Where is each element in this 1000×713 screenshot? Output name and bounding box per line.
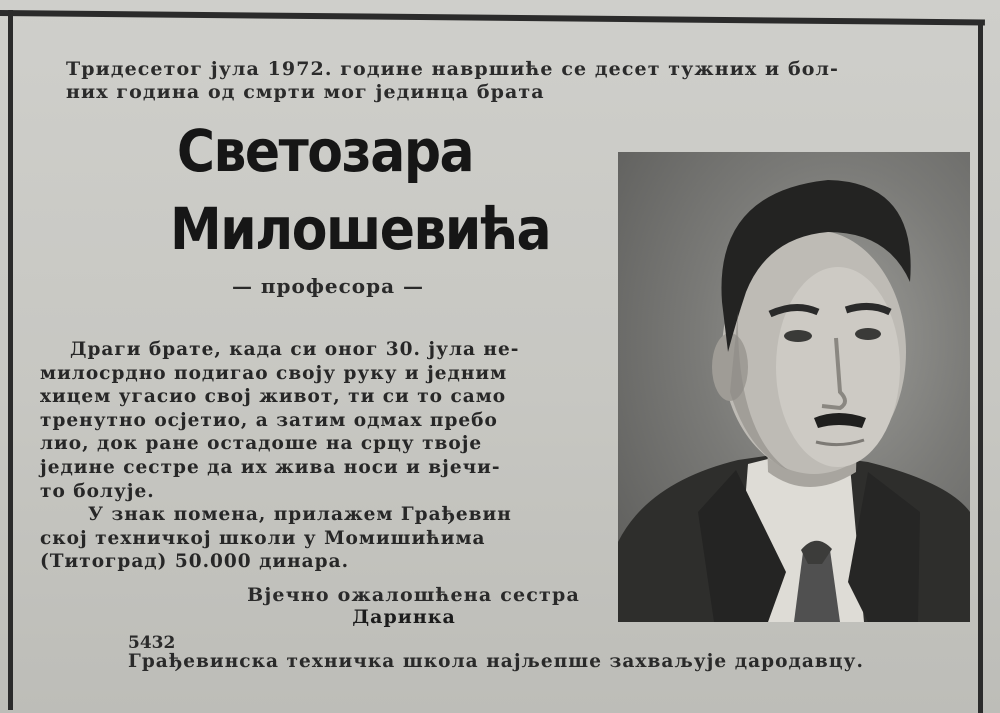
intro-line: них година од смрти мог јединца брата — [66, 81, 545, 103]
frame-right-rule — [978, 24, 983, 713]
deceased-first-name: Светозара — [176, 118, 474, 186]
signature-line: Вјечно ожалошћена сестра — [247, 584, 580, 606]
message-line: (Титоград) 50.000 динара. — [40, 551, 350, 573]
frame-top-rule — [0, 10, 985, 25]
memorial-message — [40, 338, 580, 574]
message-line: једине сестре да их жива носи и вјечи- — [40, 456, 501, 478]
message-line: ској техничкој школи у Момишићима — [40, 527, 486, 549]
message-line: лио, док ране остадоше на срцу твоје — [40, 433, 483, 455]
portrait-figure — [618, 152, 970, 622]
ad-number: 5432 — [128, 633, 176, 653]
message-line: то болује. — [40, 480, 155, 502]
signer-name: Даринка — [352, 606, 456, 628]
deceased-title: — професора — — [231, 274, 425, 298]
deceased-last-name: Милошевића — [170, 196, 551, 264]
frame-left-rule — [8, 10, 13, 710]
intro-line: Тридесетог јула 1972. године навршиће се десет тужних и бол- — [66, 58, 839, 80]
message-line: У знак помена, прилажем Грађевин — [88, 504, 512, 526]
portrait-photo — [618, 152, 970, 622]
message-line: Драги брате, када си оног 30. јула не- — [70, 339, 520, 360]
intro-paragraph — [66, 58, 956, 104]
message-line: милосрдно подигао своју руку и једним — [40, 362, 508, 384]
message-line: хицем угасио свој живот, ти си то само — [40, 386, 507, 408]
message-line: тренутно осјетио, а затим одмах пребо — [40, 409, 498, 431]
acknowledgement-line: Грађевинска техничка школа најљепше захваљује дародавцу. — [128, 651, 864, 672]
